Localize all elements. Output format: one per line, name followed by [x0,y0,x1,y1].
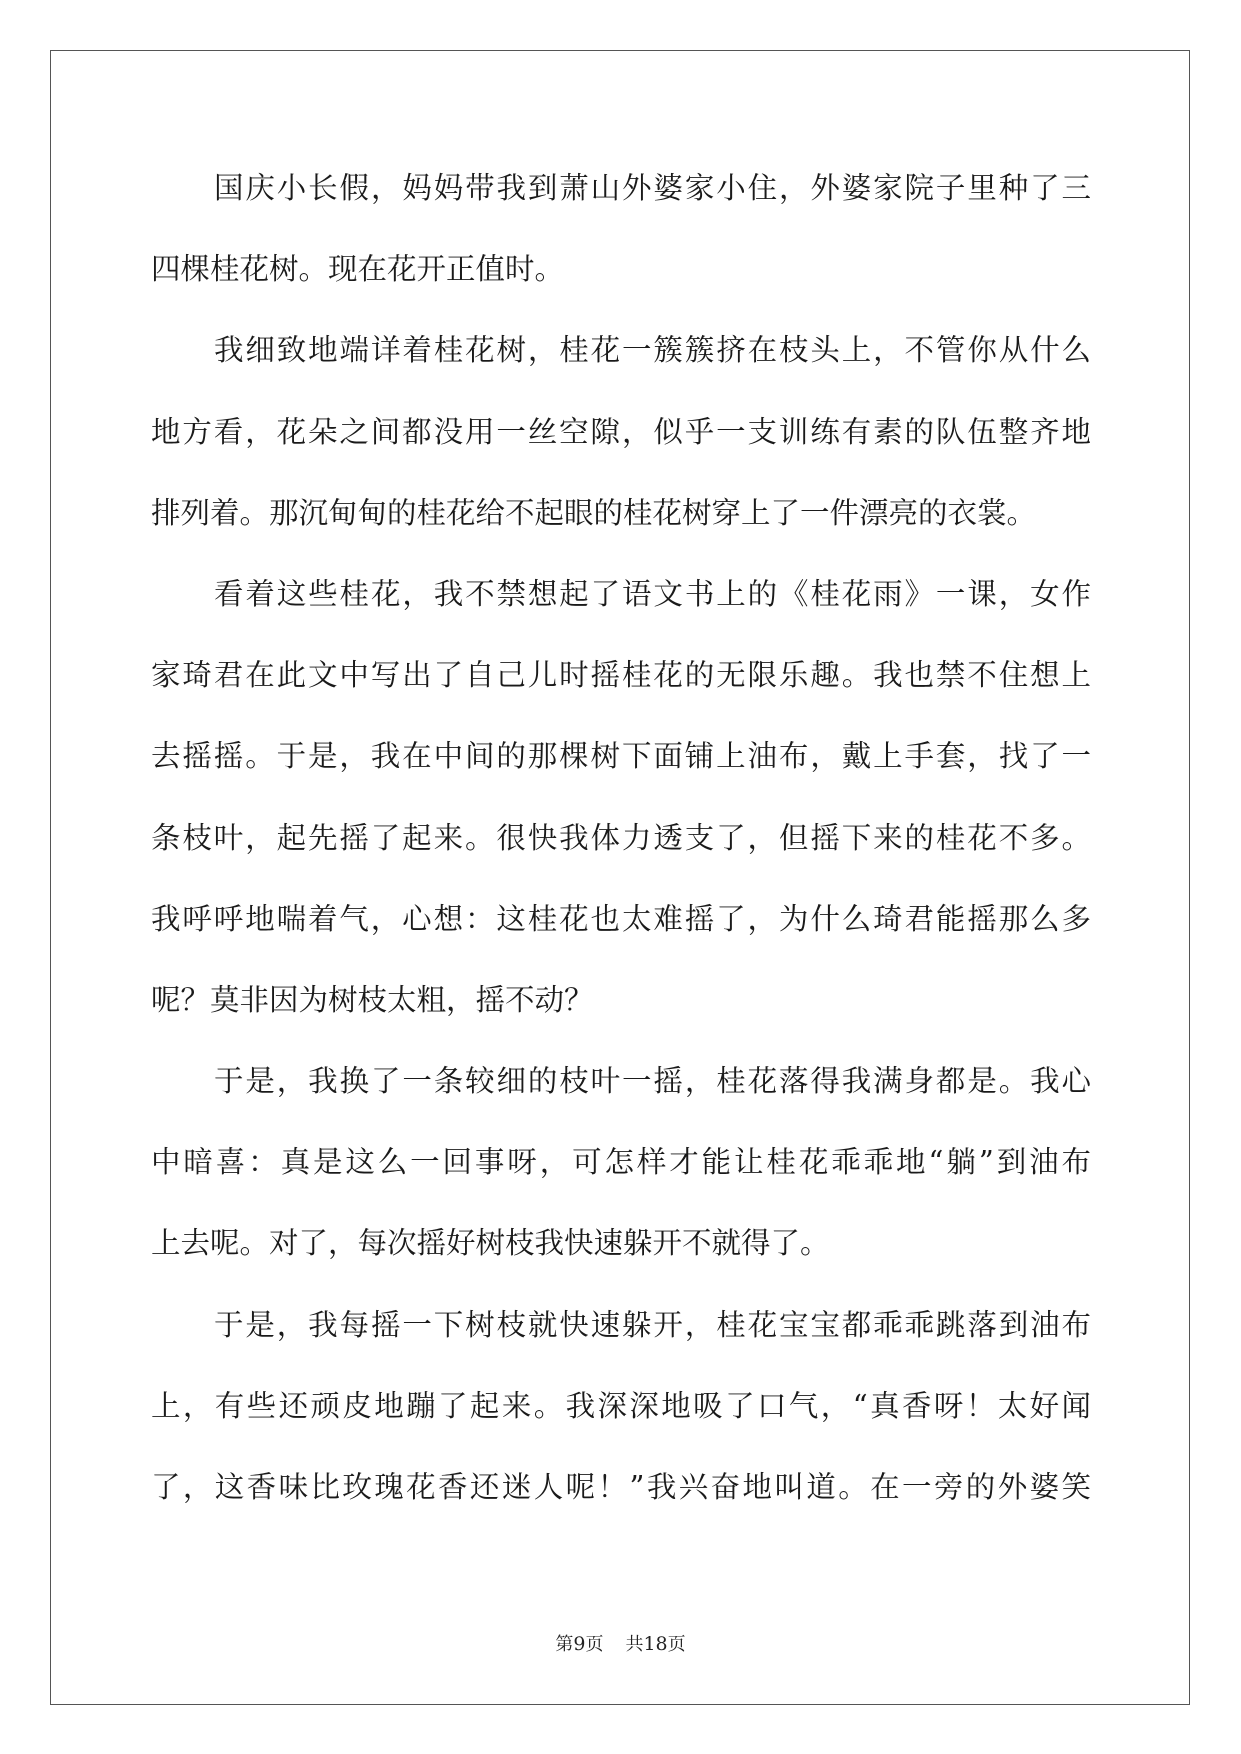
text-line: 于是，我每摇一下树枝就快速躲开，桂花宝宝都乖乖跳落到油布 [214,1307,1091,1342]
text-line: 呢？莫非因为树枝太粗，摇不动？ [151,982,594,1017]
document-body [151,160,1091,1540]
page-prefix: 第 [555,1634,574,1655]
text-line: 家琦君在此文中写出了自己儿时摇桂花的无限乐趣。我也禁不住想上 [151,658,1091,693]
page-number: 9 [573,1633,586,1655]
total-suffix: 页 [667,1634,686,1655]
text-line: 中暗喜：真是这么一回事呀，可怎样才能让桂花乖乖地“躺”到油布 [151,1145,1091,1180]
text-line: 于是，我换了一条较细的枝叶一摇，桂花落得我满身都是。我心 [214,1064,1091,1099]
text-line: 上去呢。对了，每次摇好树枝我快速躲开不就得了。 [151,1226,830,1261]
text-line: 我细致地端详着桂花树，桂花一簇簇挤在枝头上，不管你从什么 [214,333,1091,368]
text-line: 了，这香味比玫瑰花香还迷人呢！”我兴奋地叫道。在一旁的外婆笑 [151,1470,1091,1504]
page-suffix: 页 [585,1634,604,1655]
text-line: 国庆小长假，妈妈带我到萧山外婆家小住，外婆家院子里种了三 [214,171,1091,205]
text-line: 上，有些还顽皮地蹦了起来。我深深地吸了口气，“真香呀！太好闻 [151,1388,1091,1423]
text-line: 地方看，花朵之间都没用一丝空隙，似乎一支训练有素的队伍整齐地 [151,414,1091,449]
total-prefix: 共 [625,1634,644,1655]
text-line: 我呼呼地喘着气，心想：这桂花也太难摇了，为什么琦君能摇那么多 [151,901,1091,936]
text-line: 看着这些桂花，我不禁想起了语文书上的《桂花雨》一课，女作 [214,576,1091,611]
text-line: 排列着。那沉甸甸的桂花给不起眼的桂花树穿上了一件漂亮的衣裳。 [151,495,1037,530]
text-line: 去摇摇。于是，我在中间的那棵树下面铺上油布，戴上手套，找了一 [151,739,1091,774]
total-pages: 18 [643,1633,668,1655]
text-line: 条枝叶，起先摇了起来。很快我体力透支了，但摇下来的桂花不多。 [151,820,1091,855]
page-footer [0,1630,1241,1656]
text-line: 四棵桂花树。现在花开正值时。 [151,252,565,287]
